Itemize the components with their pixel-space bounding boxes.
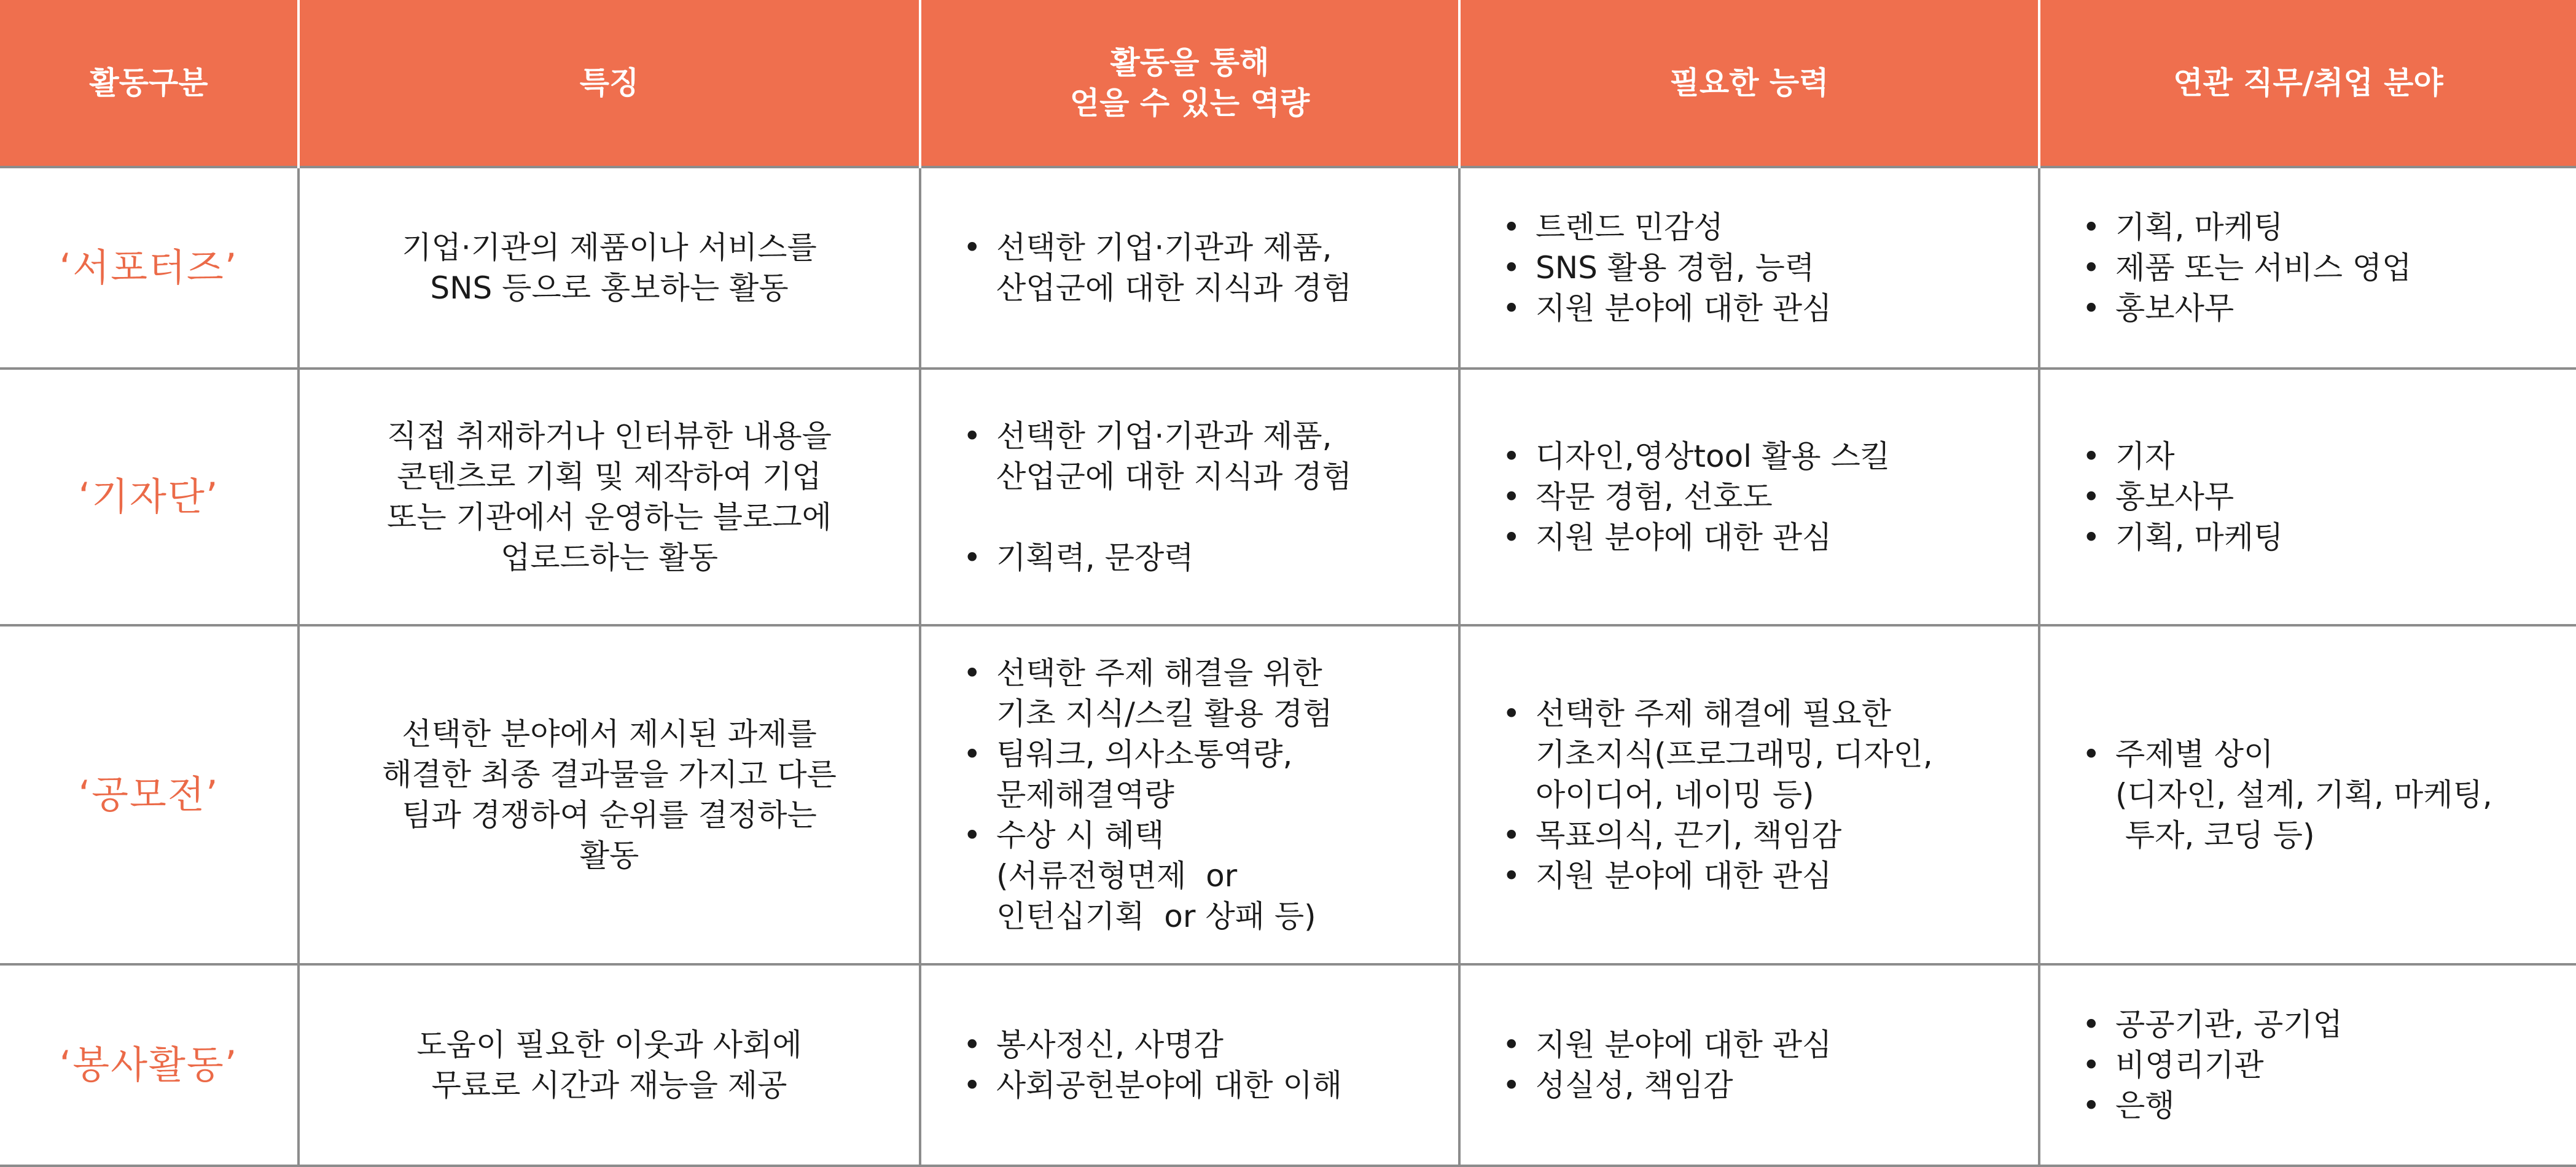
related-job-item: [2080, 477, 2564, 517]
required-skill-item: [1500, 436, 2026, 477]
required-skill-text: • 작문 경험, 선호도: [1536, 479, 1773, 515]
gained-competency-text: • 선택한 주제 해결을 위한: [996, 655, 1322, 691]
related-job-item: [2080, 1085, 2564, 1126]
related-job-cell: [2039, 369, 2576, 625]
gained-competency-text: • 사회공헌분야에 대한 이해: [996, 1067, 1343, 1103]
gained-competency-item: [961, 734, 1446, 815]
feature-line: 또는 기관에서 운영하는 블로그에: [387, 499, 832, 535]
gained-competency-item: [961, 416, 1446, 497]
feature-line: 콘텐츠로 기획 및 제작하여 기업: [397, 459, 822, 494]
gained-competency-text: 산업군에 대한 지식과 경험: [996, 459, 1352, 494]
required-skill-text: • 선택한 주제 해결에 필요한: [1536, 696, 1891, 732]
related-job-text: • 기획, 마케팅: [2115, 209, 2284, 245]
feature-line: SNS 등으로 홍보하는 활동: [430, 270, 789, 306]
related-job-item: [2080, 1004, 2564, 1045]
required-skill-item: [1500, 856, 2026, 896]
gained-competency-cell: [920, 964, 1459, 1166]
feature-line: 기업·기관의 제품이나 서비스를: [402, 230, 817, 265]
required-skill-list: [1500, 436, 2026, 558]
gained-competency-text: 인턴십기획 or 상패 등): [996, 899, 1316, 934]
feature-line: 무료로 시간과 재능을 제공: [431, 1067, 787, 1103]
related-job-text: • 공공기관, 공기업: [2115, 1007, 2343, 1042]
header-required-skills: 필요한 능력: [1459, 0, 2039, 167]
table-row: [0, 625, 2576, 964]
related-job-text: • 홍보사무: [2115, 479, 2234, 515]
gained-competency-text: • 수상 시 혜택: [996, 818, 1165, 853]
related-job-item: [2080, 734, 2564, 856]
required-skill-item: [1500, 1025, 2026, 1065]
activity-feature: [299, 167, 920, 369]
related-job-list: [2080, 734, 2564, 856]
feature-line: 팀과 경쟁하여 순위를 결정하는: [402, 797, 817, 833]
required-skill-cell: [1459, 369, 2039, 625]
related-job-cell: [2039, 964, 2576, 1166]
related-job-item: [2080, 436, 2564, 477]
related-job-list: [2080, 1004, 2564, 1126]
required-skill-text: • 디자인,영상tool 활용 스킬: [1536, 439, 1891, 474]
required-skill-item: [1500, 288, 2026, 329]
required-skill-text: • 목표의식, 끈기, 책임감: [1536, 818, 1842, 853]
related-job-text: • 기자: [2115, 439, 2175, 474]
feature-line: 활동: [579, 838, 639, 873]
activity-name: ‘기자단’: [0, 369, 299, 625]
gained-competency-text: • 선택한 기업·기관과 제품,: [996, 418, 1332, 454]
required-skill-list: [1500, 1025, 2026, 1106]
activity-name: ‘서포터즈’: [0, 167, 299, 369]
gained-competency-cell: [920, 167, 1459, 369]
gained-competency-cell: [920, 369, 1459, 625]
activity-name: ‘봉사활동’: [0, 964, 299, 1166]
related-job-text: 투자, 코딩 등): [2115, 818, 2315, 853]
gained-competency-text: 산업군에 대한 지식과 경험: [996, 270, 1352, 306]
required-skill-cell: [1459, 625, 2039, 964]
gained-competency-list: [961, 1025, 1446, 1106]
required-skill-item: [1500, 815, 2026, 856]
related-job-item: [2080, 288, 2564, 329]
table-row: [0, 369, 2576, 625]
gained-competency-cell: [920, 625, 1459, 964]
header-gained-line2: 얻을 수 있는 역량: [1069, 85, 1310, 121]
required-skill-text: 기초지식(프로그래밍, 디자인,: [1536, 736, 1933, 772]
activity-feature: [299, 625, 920, 964]
required-skill-text: • 지원 분야에 대한 관심: [1536, 520, 1832, 555]
header-row: [0, 0, 2576, 167]
feature-line: 업로드하는 활동: [501, 540, 718, 576]
gained-competency-list: [961, 653, 1446, 937]
header-gained-line1: 활동을 통해: [1110, 45, 1270, 80]
related-job-text: (디자인, 설계, 기획, 마케팅,: [2115, 777, 2492, 813]
header-activity-type: 활동구분: [0, 0, 299, 167]
table-row: [0, 964, 2576, 1166]
required-skill-text: • 트렌드 민감성: [1536, 209, 1723, 245]
activity-feature: [299, 964, 920, 1166]
gained-competency-text: 문제해결역량: [996, 777, 1174, 813]
header-related-jobs: 연관 직무/취업 분야: [2039, 0, 2576, 167]
required-skill-list: [1500, 207, 2026, 329]
related-job-text: • 기획, 마케팅: [2115, 520, 2284, 555]
required-skill-item: [1500, 477, 2026, 517]
required-skill-text: 아이디어, 네이밍 등): [1536, 777, 1814, 813]
gained-competency-text: • 선택한 기업·기관과 제품,: [996, 230, 1332, 265]
gained-competency-item: [961, 227, 1446, 308]
gained-competency-item: [961, 1025, 1446, 1065]
header-feature: 특징: [299, 0, 920, 167]
required-skill-item: [1500, 1065, 2026, 1106]
feature-line: 해결한 최종 결과물을 가지고 다른: [382, 757, 837, 792]
gained-competency-item: [961, 537, 1446, 578]
gained-competency-item: [961, 815, 1446, 937]
required-skill-text: • 지원 분야에 대한 관심: [1536, 291, 1832, 326]
feature-line: 직접 취재하거나 인터뷰한 내용을: [387, 418, 832, 454]
required-skill-item: [1500, 693, 2026, 815]
gained-competency-text: • 팀워크, 의사소통역량,: [996, 736, 1293, 772]
related-job-text: • 제품 또는 서비스 영업: [2115, 250, 2412, 286]
required-skill-item: [1500, 248, 2026, 288]
required-skill-item: [1500, 207, 2026, 248]
related-job-text: • 비영리기관: [2115, 1047, 2264, 1083]
gained-competency-item: [961, 653, 1446, 734]
related-job-text: • 주제별 상이: [2115, 736, 2274, 772]
required-skill-cell: [1459, 964, 2039, 1166]
required-skill-text: • SNS 활용 경험, 능력: [1536, 250, 1815, 286]
required-skill-list: [1500, 693, 2026, 896]
activity-name: ‘공모전’: [0, 625, 299, 964]
gained-competency-list: [961, 416, 1446, 578]
related-job-item: [2080, 207, 2564, 248]
required-skill-item: [1500, 517, 2026, 558]
related-job-cell: [2039, 625, 2576, 964]
feature-line: 선택한 분야에서 제시된 과제를: [402, 716, 817, 752]
required-skill-text: • 성실성, 책임감: [1536, 1067, 1733, 1103]
related-job-cell: [2039, 167, 2576, 369]
required-skill-text: • 지원 분야에 대한 관심: [1536, 858, 1832, 894]
related-job-item: [2080, 517, 2564, 558]
related-job-list: [2080, 207, 2564, 329]
gained-competency-text: 기초 지식/스킬 활용 경험: [996, 696, 1333, 732]
required-skill-text: • 지원 분야에 대한 관심: [1536, 1027, 1832, 1063]
table-row: [0, 167, 2576, 369]
gained-competency-text: • 기획력, 문장력: [996, 540, 1194, 576]
required-skill-cell: [1459, 167, 2039, 369]
related-job-item: [2080, 1045, 2564, 1085]
gained-competency-list: [961, 227, 1446, 308]
activity-feature: [299, 369, 920, 625]
related-job-text: • 홍보사무: [2115, 291, 2234, 326]
header-gained-competency: [920, 0, 1459, 167]
related-job-item: [2080, 248, 2564, 288]
gained-competency-text: (서류전형면제 or: [996, 858, 1238, 894]
related-job-list: [2080, 436, 2564, 558]
gained-competency-item: [961, 1065, 1446, 1106]
related-job-text: • 은행: [2115, 1088, 2175, 1123]
gained-competency-text: • 봉사정신, 사명감: [996, 1027, 1224, 1063]
feature-line: 도움이 필요한 이웃과 사회에: [416, 1027, 802, 1063]
